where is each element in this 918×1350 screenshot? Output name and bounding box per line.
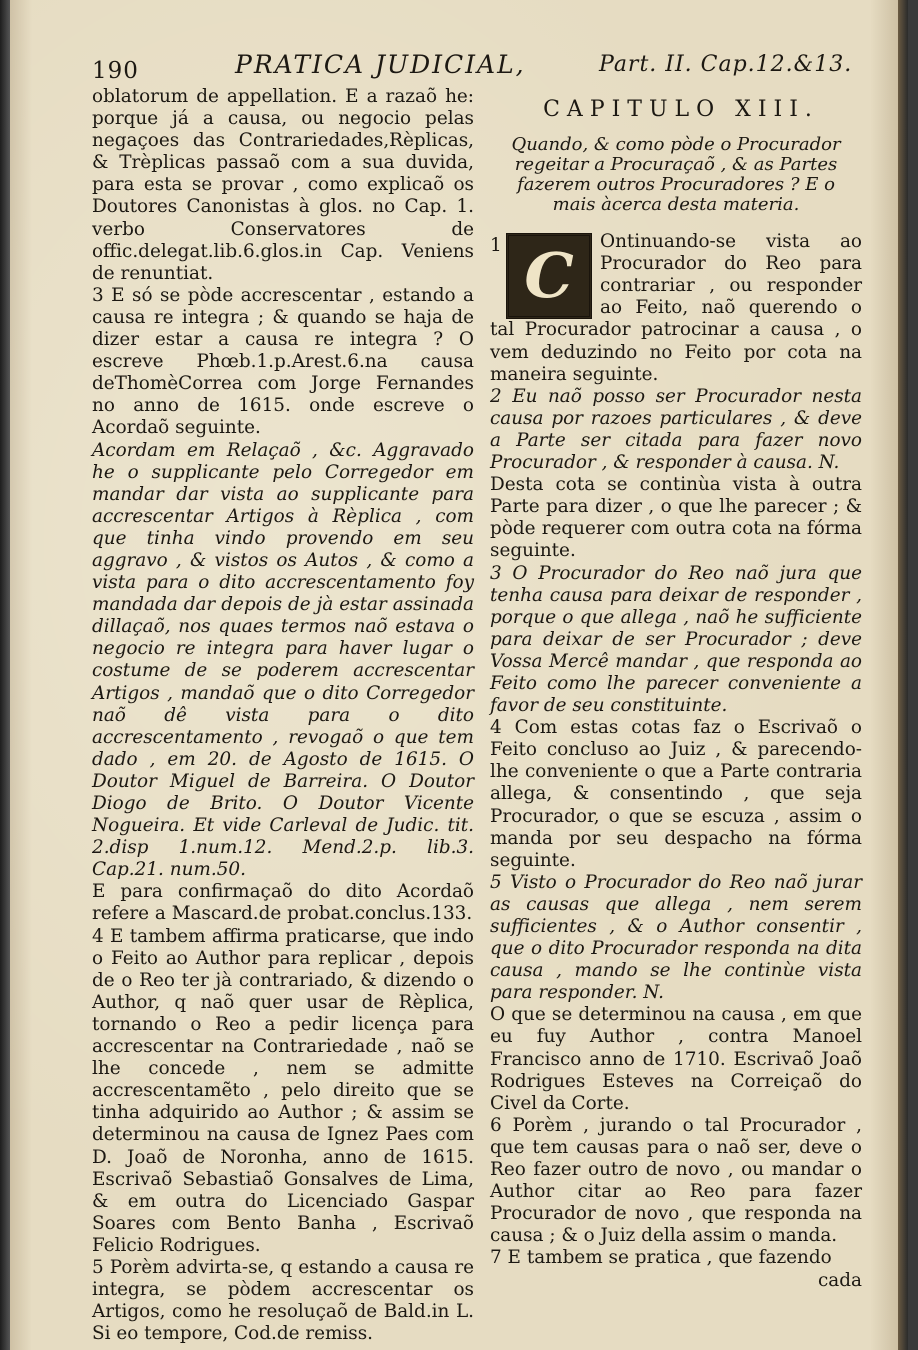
paragraph: Ontinuando-se vista ao Procurador do Reo para contrariar , ou responder ao Feito, naõ querendo o tal Procurador patrocinar a causa , o vem deduzindo no Feito por cota na maneira seguinte. [490,231,862,385]
right-column [490,91,862,1292]
page-header [92,48,872,88]
catchword: cada [817,1269,862,1291]
page-edge-shadow [898,0,908,1350]
page-number: 190 [92,58,139,84]
paragraph: Desta cota se continùa vista à outra Parte para dizer , o que lhe parecer ; & pòde requerer com outra cota na fórma seguinte. [490,474,862,562]
paragraph: 5 Porèm advirta-se, q estando a causa re integra, se pòdem accrescentar os Artigos, como he resoluçaõ de Bald.in L. Si eo tempore, Cod.de remiss. [92,1256,474,1345]
quoted-note: 2 Eu naõ posso ser Procurador nesta causa por razoes particulares , & deve a Parte ser citada para fazer novo Procurador , & responder à causa. N. [490,385,862,474]
paragraph-number: 1 [490,235,502,257]
running-part: Part. II. Cap.12.&13. [599,52,853,77]
paragraph: 4 E tambem affirma praticarse, que indo o Feito ao Author para replicar , depois de o Reo ter jà contrariado, & dizendo o Author, q naõ quer usar de Rèplica, tornando o Reo a pedir licença para accrescentar na Contrariedade , naõ se lhe concede , nem se admitte accrescentamẽto , pelo direito que se tinha adquirido ao Author ; & assim se determinou na causa de Ignez Paes com D. Joaõ de Noronha, anno de 1615. Escrivaõ Sebastiaõ Gonsalves de Lima, & em outra do Licenciado Gaspar Soares com Bento Banha , Escrivaõ Felicio Rodrigues. [92,925,474,1256]
quoted-ruling: Acordam em Relaçaõ , &c. Aggravado he o supplicante pelo Corregedor em mandar dar vista ao supplicante para accrescentar Artigos à Rèplica , com que tinha vindo provendo em seu aggravo , & vistos os Autos , & como a vista para o dito accrescentamento foy mandada dar depois de jà estar assinada dillaçaõ, nos quaes termos naõ estava o negocio re integra para haver lugar o costume de se poderem accrescentar Artigos , mandaõ que o dito Corregedor naõ dê vista para o dito accrescentamento , revogaõ o que tem dado , em 20. de Agosto de 1615. O Doutor Miguel de Barreira. O Doutor Diogo de Brito. O Doutor Vicente Nogueira. Et vide Carleval de Judic. tit. 2.disp 1.num.12. Mend.2.p. lib.3. Cap.21. num.50. [92,439,474,881]
paragraph: 4 Com estas cotas faz o Escrivaõ o Feito concluso ao Juiz , & parecendo-lhe conveniente o que a Parte contraria allega, & consentindo , que seja Procurador, o que se escuza , assim o manda por seu despacho na fórma seguinte. [490,717,862,871]
running-title: PRATICA JUDICIAL, [235,50,526,79]
dropcap-letter: C [524,239,574,313]
paragraph: 7 E tambem se pratica , que fazendo [490,1247,832,1269]
paragraph: 6 Porèm , jurando o tal Procurador , que tem causas para o naõ ser, deve o Reo fazer outro de novo , ou mandar o Author citar ao Reo para fazer Procurador de novo , que responda na causa ; & o Juiz della assim o manda. [490,1114,862,1247]
paragraph: E para confirmaçaõ do dito Acordaõ refere a Mascard.de probat.conclus.133. [92,881,474,925]
opening-paragraph [490,231,862,386]
ornamental-initial-icon [506,233,592,319]
chapter-heading: Quando, & como pòde o Procurador regeitar a Procuraçaõ , & as Partes fazerem outros Procuradores ? E o mais àcerca desta materia. [511,134,841,216]
paragraph: O que se determinou na causa , em que eu fuy Author , contra Manoel Francisco anno de 1710. Escrivaõ Joaõ Rodrigues Esteves na Correiçaõ do Civel da Corte. [490,1004,862,1114]
book-page [10,0,908,1350]
quoted-note: 5 Visto o Procurador do Reo naõ jurar as causas que allega , nem serem sufficientes , & o Author consentir , que o dito Procurador responda na dita causa , mando se lhe continùe vista para responder. N. [490,871,862,1004]
quoted-note: 3 O Procurador do Reo naõ jura que tenha causa para deixar de responder , porque o que allega , naõ he sufficiente para deixar de ser Procurador ; deve Vossa Mercê mandar , que responda ao Feito como lhe parecer conveniente a favor de seu constituinte. [490,562,862,717]
paragraph: oblatorum de appellation. E a razaõ he: porque já a causa, ou negocio pelas negaçoes das Contrariedades,Rèplicas, & Trèplicas passaõ com a sua duvida, para esta se provar , como explicaõ os Doutores Canonistas à glos. no Cap. 1. verbo Conservatores de offic.delegat.lib.6.glos.in Cap. Veniens de renuntiat. [92,86,474,284]
left-column [92,86,474,1345]
paragraph: 3 E só se pòde accrescentar , estando a causa re integra ; & quando se haja de dizer estar a causa re integra ? O escreve Phœb.1.p.Arest.6.na causa deThomèCorrea com Jorge Fernandes no anno de 1615. onde escreve o Acordaõ seguinte. [92,284,474,439]
chapter-title: CAPITULO XIII. [543,97,819,122]
book-spine-shadow [0,0,10,1350]
